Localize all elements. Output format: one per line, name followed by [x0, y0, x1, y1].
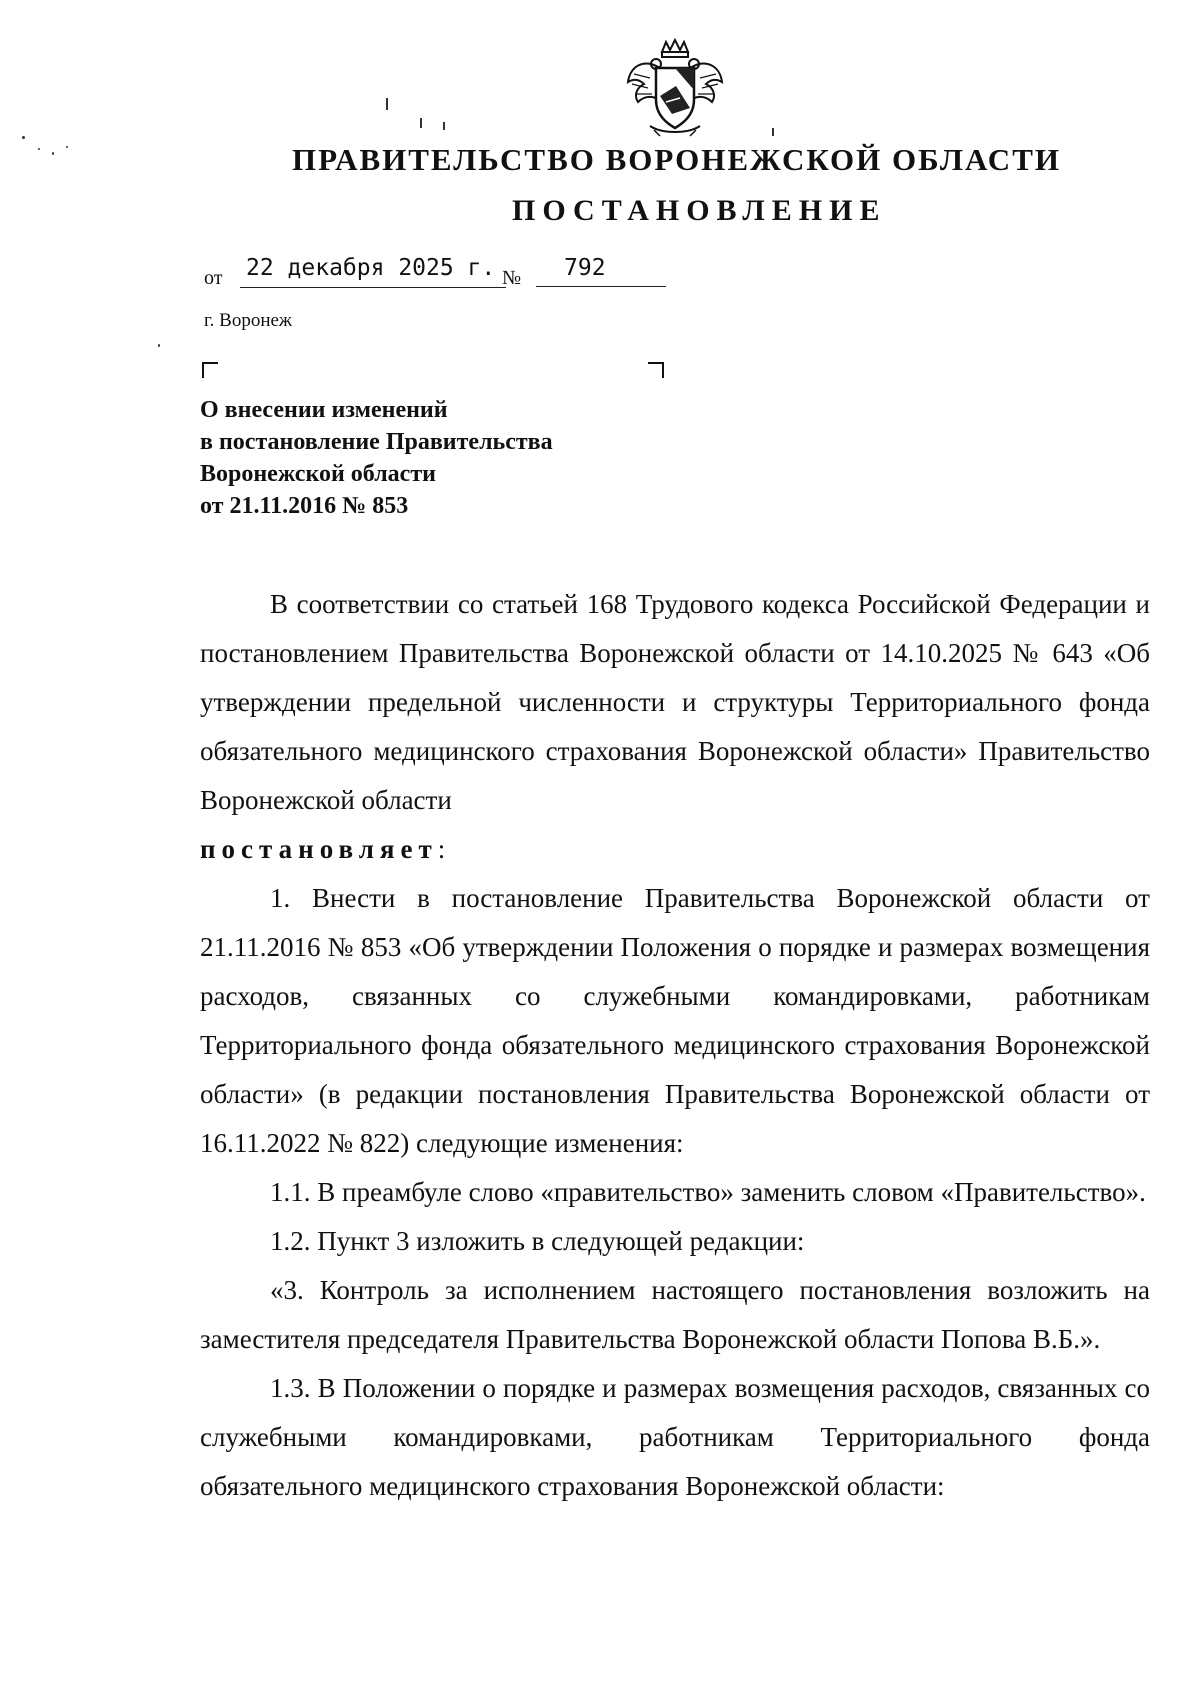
scan-speck [52, 152, 54, 155]
item-1-1-paragraph: 1.1. В преамбуле слово «правительство» заменить словом «Правительство». [270, 1177, 1146, 1207]
organization-title: ПРАВИТЕЛЬСТВО ВОРОНЕЖСКОЙ ОБЛАСТИ [292, 142, 1061, 177]
subject-line: от 21.11.2016 № 853 [200, 493, 409, 519]
document-subject [200, 394, 553, 522]
scan-speck [38, 148, 40, 150]
preamble-paragraph: В соответствии со статьей 168 Трудового кодекса Российской Федерации и постановлением Правительства Воронежской области от 14.10.2025 № 643 «Об утверждении предельной численности и структуры Территориального фонда обязательного медицинского страхования Воронежской области» Правительство Воронежской области [200, 589, 1150, 815]
document-type-title: ПОСТАНОВЛЕНИЕ [512, 194, 887, 227]
scan-speck [772, 128, 774, 136]
document-number: 792 [536, 255, 666, 287]
document-date: 22 декабря 2025 г. [240, 255, 506, 288]
coat-of-arms-icon [620, 38, 730, 138]
item-1-2-text-paragraph: «3. Контроль за исполнением настоящего постановления возложить на заместителя председателя Правительства Воронежской области Попова В.Б.». [200, 1275, 1150, 1354]
date-number-line [204, 255, 664, 295]
scan-speck [443, 122, 445, 130]
item-1-3-paragraph: 1.3. В Положении о порядке и размерах возмещения расходов, связанных со служебными командировками, работникам Территориального фонда обязательного медицинского страхования Воронежской области: [200, 1373, 1150, 1501]
resolves-line [200, 825, 1150, 874]
number-label: № [502, 267, 522, 289]
subject-line: в постановление Правительства [200, 429, 553, 455]
item-1-paragraph: 1. Внести в постановление Правительства Воронежской области от 21.11.2016 № 853 «Об утверждении Положения о порядке и размерах возмещения расходов, связанных со служебными командировками, работникам Территориального фонда обязательного медицинского страхования Воронежской области» (в редакции постановления Правительства Воронежской области от 16.11.2022 № 822) следующие изменения: [200, 883, 1150, 1158]
resolves-word: постановляет [200, 834, 438, 864]
scan-speck [22, 136, 25, 139]
scan-speck [420, 118, 422, 128]
scan-speck [158, 344, 160, 347]
from-label: от [204, 267, 223, 289]
subject-line: О внесении изменений [200, 397, 448, 423]
document-body [200, 580, 1150, 1511]
scan-speck [66, 146, 68, 148]
subject-corner-mark-left [202, 362, 218, 378]
subject-corner-mark-right [648, 362, 664, 378]
scan-speck [386, 98, 388, 110]
item-1-2-paragraph: 1.2. Пункт 3 изложить в следующей редакции: [270, 1226, 805, 1256]
city-label: г. Воронеж [204, 310, 293, 331]
subject-line: Воронежской области [200, 461, 436, 487]
resolves-punct: : [437, 834, 446, 864]
